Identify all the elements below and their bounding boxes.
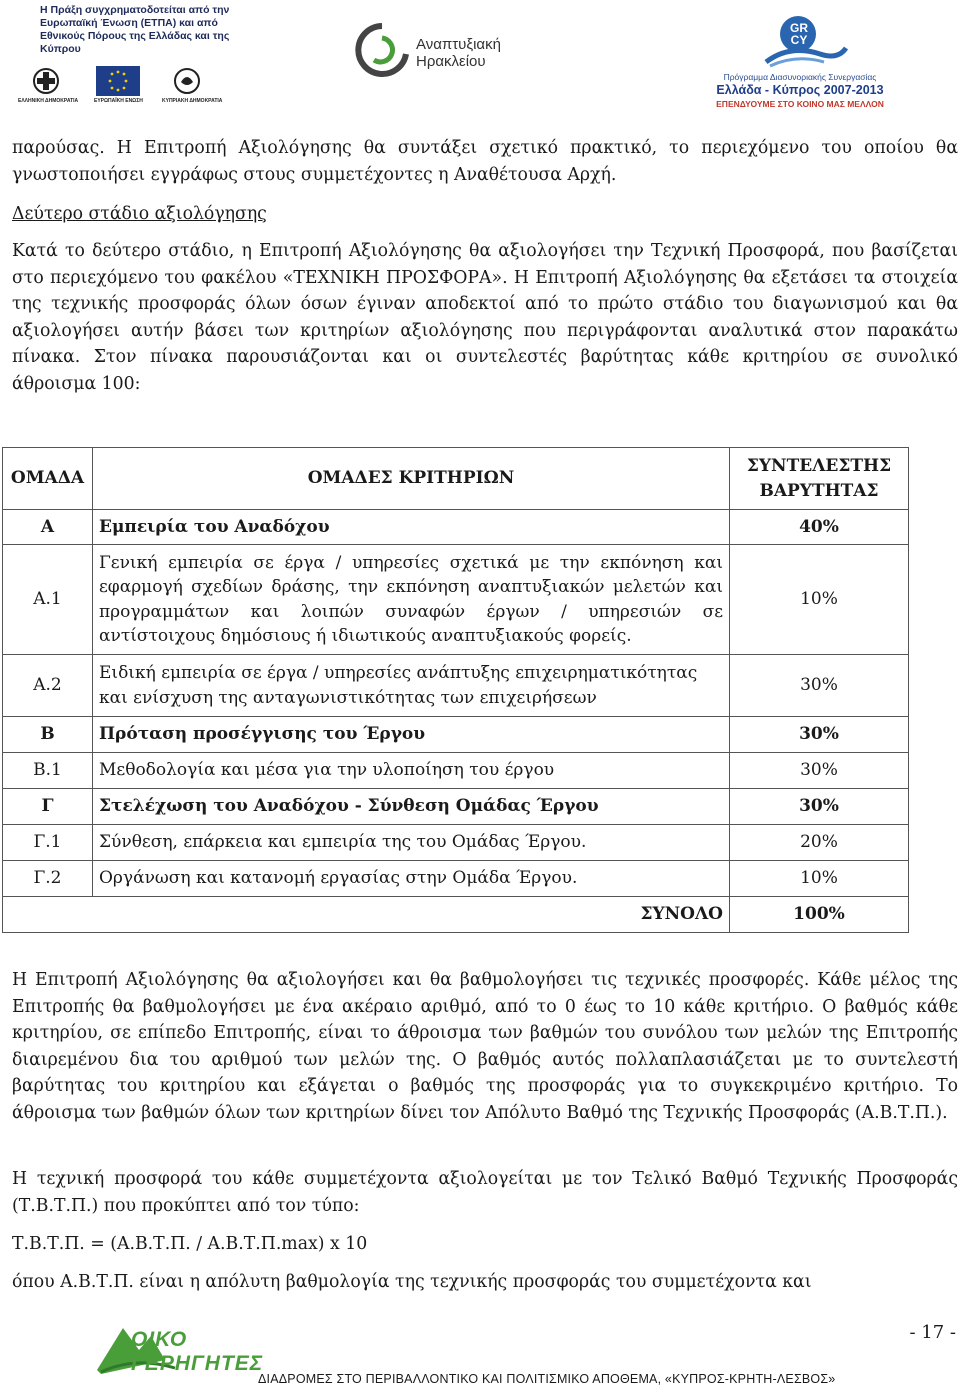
row-code: Γ (3, 789, 93, 825)
paragraph-4: Η τεχνική προσφορά του κάθε συμμετέχοντα αξιολογείται με τον Τελικό Βαθμό Τεχνικής Προσφοράς (Τ.Β.Τ.Π.) που προκύπτει από τον τύπο: (12, 1169, 958, 1216)
page-number: - 17 - (909, 1322, 956, 1343)
row-code: Γ.1 (3, 825, 93, 861)
total-label: ΣΥΝΟΛΟ (3, 897, 730, 933)
total-value: 100% (730, 897, 909, 933)
formula: Τ.Β.Τ.Π. = (Α.Β.Τ.Π. / Α.Β.Τ.Π.max) x 10 (12, 1234, 368, 1254)
paragraph-5: όπου Α.Β.Τ.Π. είναι η απόλυτη βαθμολογία της τεχνικής προσφοράς του συμμετέχοντα και (12, 1272, 812, 1292)
row-code: Γ.2 (3, 861, 93, 897)
row-weight: 30% (730, 753, 909, 789)
anaptyxiaki-mark-icon (352, 20, 412, 80)
flags-row (18, 66, 224, 106)
table-row (3, 717, 909, 753)
row-weight: 20% (730, 825, 909, 861)
table-row (3, 825, 909, 861)
anaptyxiaki-logo (352, 18, 562, 82)
programme-line3: ΕΠΕΝΔΥΟΥΜΕ ΣΤΟ ΚΟΙΝΟ ΜΑΣ ΜΕΛΛΟΝ (716, 99, 884, 109)
row-weight: 30% (730, 655, 909, 717)
anaptyxiaki-text: Αναπτυξιακή Ηρακλείου (416, 36, 501, 70)
programme-line1: Πρόγραμμα Διασυνοριακής Συνεργασίας (723, 72, 877, 82)
row-criterion: Στελέχωση του Αναδόχου - Σύνθεση Ομάδας Έργου (93, 789, 730, 825)
row-weight: 10% (730, 545, 909, 655)
criteria-table (2, 447, 909, 933)
header-weight: ΣΥΝΤΕΛΕΣΤΗΣ ΒΑΡΥΤΗΤΑΣ (730, 448, 909, 510)
programme-line2: Ελλάδα - Κύπρος 2007-2013 (716, 83, 884, 97)
row-criterion: Πρόταση προσέγγισης του Έργου (93, 717, 730, 753)
table-total-row (3, 897, 909, 933)
footer-title: ΔΙΑΔΡΟΜΕΣ ΣΤΟ ΠΕΡΙΒΑΛΛΟΝΤΙΚΟ ΚΑΙ ΠΟΛΙΤΙΣΜΙΚΟ ΑΠΟΘΕΜΑ, «ΚΥΠΡΟΣ-ΚΡΗΤΗ-ΛΕΣΒΟΣ» (258, 1372, 836, 1386)
table-header-row (3, 448, 909, 510)
row-weight: 30% (730, 717, 909, 753)
grcy-mark-text: GR CY (790, 21, 808, 47)
row-criterion: Ειδική εμπειρία σε έργα / υπηρεσίες ανάπτυξης επιχειρηματικότητας και ενίσχυση της ανταγωνιστικότητας των επιχειρήσεων (93, 655, 730, 717)
row-criterion: Εμπειρία του Αναδόχου (93, 510, 730, 545)
row-criterion: Μεθοδολογία και μέσα για την υλοποίηση του έργου (93, 753, 730, 789)
oiko-logo-text: ΟΙΚΟ ΓΕΡΗΓΗΤΕΣ (131, 1328, 264, 1375)
row-criterion: Οργάνωση και κατανομή εργασίας στην Ομάδα Έργου. (93, 861, 730, 897)
page-header (0, 0, 960, 120)
greek-emblem-icon (28, 66, 64, 96)
row-weight: 30% (730, 789, 909, 825)
section-subheading: Δεύτερο στάδιο αξιολόγησης (12, 204, 267, 224)
row-criterion: Γενική εμπειρία σε έργα / υπηρεσίες σχετικά με την εκπόνηση και εφαρμογή σχεδίων δράσης, την εκπόνηση αναπτυξιακών μελετών και προγραμμάτων και λοιπών συναφών έργων / υπηρεσιών σε αντίστοιχους δημόσιους ή ιδιωτικούς αναπτυξιακούς φορείς. (93, 545, 730, 655)
flag-label-eu: ΕΥΡΩΠΑΪΚΗ ΕΝΩΣΗ (94, 98, 143, 104)
oikogerigites-logo (95, 1320, 264, 1380)
row-weight: 40% (730, 510, 909, 545)
row-code: Α.2 (3, 655, 93, 717)
eu-flag-icon (96, 66, 140, 96)
table-row (3, 861, 909, 897)
header-group: ΟΜΑΔΑ (3, 448, 93, 510)
cyprus-emblem-icon (170, 66, 204, 96)
flag-label-cyprus: ΚΥΠΡΙΑΚΗ ΔΗΜΟΚΡΑΤΙΑ (162, 98, 223, 104)
flag-label-greece: ΕΛΛΗΝΙΚΗ ΔΗΜΟΚΡΑΤΙΑ (18, 98, 79, 104)
table-row (3, 545, 909, 655)
row-code: Α.1 (3, 545, 93, 655)
row-criterion: Σύνθεση, επάρκεια και εμπειρία της του Ομάδας Έργου. (93, 825, 730, 861)
paragraph-2: Κατά το δεύτερο στάδιο, η Επιτροπή Αξιολόγησης θα αξιολογήσει την Τεχνική Προσφορά, που βασίζεται στο περιεχόμενο του φακέλου «ΤΕΧΝΙΚΗ ΠΡΟΣΦΟΡΑ». Η Επιτροπή Αξιολόγησης θα εξετάσει τα στοιχεία της τεχνικής προσφοράς όλων όσων έγιναν αποδεκτοί από το πρώτο στάδιο του διαγωνισμού και θα αξιολογήσει αυτήν βάσει των κριτηρίων αξιολόγησης που περιγράφονται αναλυτικά στον παρακάτω πίνακα. Στον πίνακα παρουσιάζονται και οι συντελεστές βαρύτητας κάθε κριτηρίου σε συνολικό άθροισμα 100: (12, 241, 958, 394)
row-code: Β.1 (3, 753, 93, 789)
table-row (3, 789, 909, 825)
table-row (3, 510, 909, 545)
programme-logo (700, 8, 920, 112)
table-row (3, 753, 909, 789)
paragraph-1: παρούσας. Η Επιτροπή Αξιολόγησης θα συντάξει σχετικό πρακτικό, το περιεχόμενο του οποίου θα γνωστοποιήσει εγγράφως στους συμμετέχοντες η Αναθέτουσα Αρχή. (12, 138, 958, 185)
cofinancing-statement: Η Πράξη συγχρηματοδοτείται από την Ευρωπαϊκή Ένωση (ΕΤΠΑ) και από Εθνικούς Πόρους της Ελλάδας και της Κύπρου (40, 4, 230, 55)
table-row (3, 655, 909, 717)
row-code: Α (3, 510, 93, 545)
row-weight: 10% (730, 861, 909, 897)
header-criteria: ΟΜΑΔΕΣ ΚΡΙΤΗΡΙΩΝ (93, 448, 730, 510)
row-code: Β (3, 717, 93, 753)
paragraph-3: Η Επιτροπή Αξιολόγησης θα αξιολογήσει και θα βαθμολογήσει τις τεχνικές προσφορές. Κάθε μέλος της Επιτροπής θα βαθμολογήσει με ένα ακέραιο αριθμό, από το 0 έως το 10 κάθε κριτήριο. Ο βαθμός κάθε κριτηρίου, σε επίπεδο Επιτροπής, είναι το άθροισμα των βαθμών του συνόλου των μελών της Επιτροπής διαιρεμένου δια του αριθμού των μελών της. Ο βαθμός αυτός πολλαπλασιάζεται με το συντελεστή βαρύτητας του κριτηρίου και εξάγεται ο βαθμός της προσφοράς για το συγκεκριμένο κριτήριο. Το άθροισμα των βαθμών όλων των κριτηρίων δίνει τον Απόλυτο Βαθμό της Τεχνικής Προσφοράς (Α.Β.Τ.Π.). (12, 970, 958, 1123)
